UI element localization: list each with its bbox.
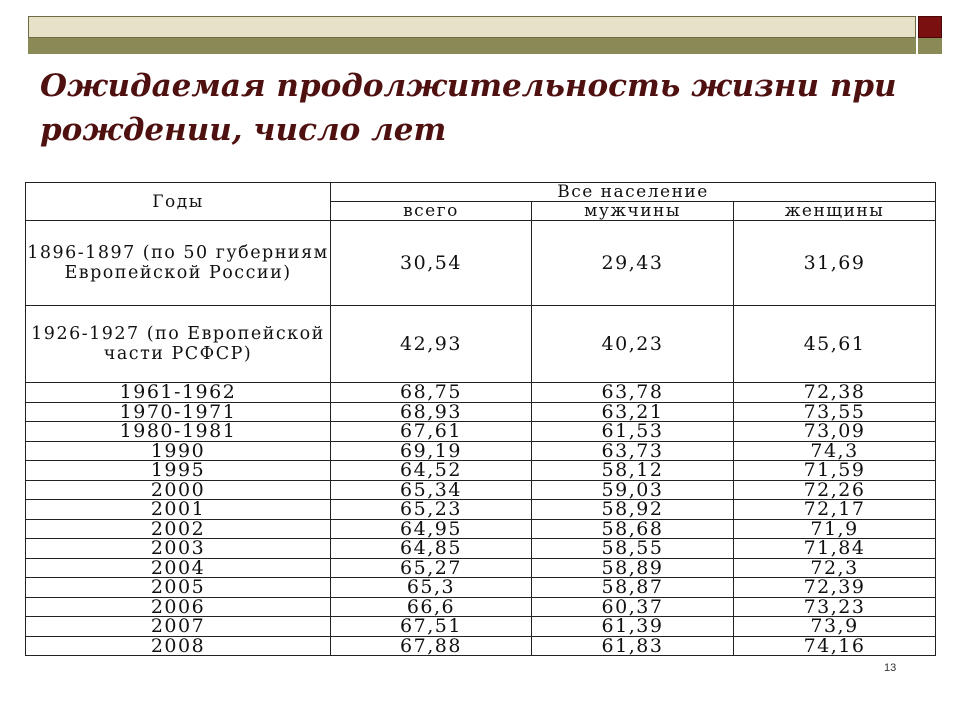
women-cell: 71,9 xyxy=(734,519,936,539)
table-row xyxy=(26,441,936,461)
table-row xyxy=(26,617,936,637)
header-all-population: Все население xyxy=(331,183,936,202)
table-row xyxy=(26,422,936,442)
table-row xyxy=(26,461,936,481)
men-cell: 58,89 xyxy=(532,558,734,578)
life-expectancy-table xyxy=(25,182,936,656)
women-cell: 31,69 xyxy=(734,221,936,306)
women-cell: 73,23 xyxy=(734,597,936,617)
accent-square-olive xyxy=(918,38,942,54)
women-cell: 73,9 xyxy=(734,617,936,637)
women-cell: 71,59 xyxy=(734,461,936,481)
year-cell: 2006 xyxy=(26,597,331,617)
total-cell: 64,52 xyxy=(331,461,532,481)
table-row xyxy=(26,597,936,617)
men-cell: 58,87 xyxy=(532,578,734,598)
year-cell: 2001 xyxy=(26,500,331,520)
header-years: Годы xyxy=(26,183,331,221)
total-cell: 66,6 xyxy=(331,597,532,617)
men-cell: 29,43 xyxy=(532,221,734,306)
header-bar xyxy=(28,16,916,38)
men-cell: 61,53 xyxy=(532,422,734,442)
men-cell: 63,73 xyxy=(532,441,734,461)
year-cell: 2004 xyxy=(26,558,331,578)
year-cell: 1970-1971 xyxy=(26,402,331,422)
year-cell: 2002 xyxy=(26,519,331,539)
year-cell: 1990 xyxy=(26,441,331,461)
women-cell: 72,26 xyxy=(734,480,936,500)
slide-title: Ожидаемая продолжительность жизни при рождении, число лет xyxy=(40,68,897,148)
men-cell: 58,12 xyxy=(532,461,734,481)
total-cell: 65,27 xyxy=(331,558,532,578)
life-expectancy-table-container xyxy=(25,182,935,682)
page-number: 13 xyxy=(884,662,897,674)
year-cell: 1995 xyxy=(26,461,331,481)
women-cell: 45,61 xyxy=(734,306,936,383)
table-row xyxy=(26,539,936,559)
accent-square-red xyxy=(918,16,942,38)
total-cell: 65,3 xyxy=(331,578,532,598)
total-cell: 42,93 xyxy=(331,306,532,383)
table-row xyxy=(26,519,936,539)
table-row xyxy=(26,558,936,578)
men-cell: 58,68 xyxy=(532,519,734,539)
header-men: мужчины xyxy=(532,202,734,221)
header-women: женщины xyxy=(734,202,936,221)
table-row xyxy=(26,402,936,422)
header-bar-stripe xyxy=(28,38,916,54)
total-cell: 69,19 xyxy=(331,441,532,461)
men-cell: 61,83 xyxy=(532,636,734,656)
header-total: всего xyxy=(331,202,532,221)
men-cell: 63,78 xyxy=(532,383,734,403)
table-row xyxy=(26,500,936,520)
women-cell: 73,09 xyxy=(734,422,936,442)
men-cell: 60,37 xyxy=(532,597,734,617)
year-cell: 1926-1927 (по Европейской части РСФСР) xyxy=(26,306,331,383)
women-cell: 74,16 xyxy=(734,636,936,656)
table-row xyxy=(26,578,936,598)
women-cell: 73,55 xyxy=(734,402,936,422)
total-cell: 68,93 xyxy=(331,402,532,422)
year-cell: 1896-1897 (по 50 губерниям Европейской России) xyxy=(26,221,331,306)
year-cell: 1980-1981 xyxy=(26,422,331,442)
table-row xyxy=(26,636,936,656)
total-cell: 67,61 xyxy=(331,422,532,442)
total-cell: 68,75 xyxy=(331,383,532,403)
year-cell: 2007 xyxy=(26,617,331,637)
year-cell: 2008 xyxy=(26,636,331,656)
year-cell: 2005 xyxy=(26,578,331,598)
table-body xyxy=(26,221,936,656)
women-cell: 71,84 xyxy=(734,539,936,559)
men-cell: 61,39 xyxy=(532,617,734,637)
total-cell: 64,95 xyxy=(331,519,532,539)
women-cell: 72,38 xyxy=(734,383,936,403)
total-cell: 30,54 xyxy=(331,221,532,306)
year-cell: 2000 xyxy=(26,480,331,500)
men-cell: 58,55 xyxy=(532,539,734,559)
women-cell: 72,17 xyxy=(734,500,936,520)
table-row xyxy=(26,306,936,383)
total-cell: 64,85 xyxy=(331,539,532,559)
total-cell: 65,23 xyxy=(331,500,532,520)
women-cell: 72,39 xyxy=(734,578,936,598)
women-cell: 74,3 xyxy=(734,441,936,461)
total-cell: 67,51 xyxy=(331,617,532,637)
men-cell: 40,23 xyxy=(532,306,734,383)
women-cell: 72,3 xyxy=(734,558,936,578)
year-cell: 2003 xyxy=(26,539,331,559)
table-row xyxy=(26,383,936,403)
total-cell: 67,88 xyxy=(331,636,532,656)
total-cell: 65,34 xyxy=(331,480,532,500)
men-cell: 59,03 xyxy=(532,480,734,500)
men-cell: 63,21 xyxy=(532,402,734,422)
table-row xyxy=(26,480,936,500)
year-cell: 1961-1962 xyxy=(26,383,331,403)
men-cell: 58,92 xyxy=(532,500,734,520)
table-row xyxy=(26,221,936,306)
